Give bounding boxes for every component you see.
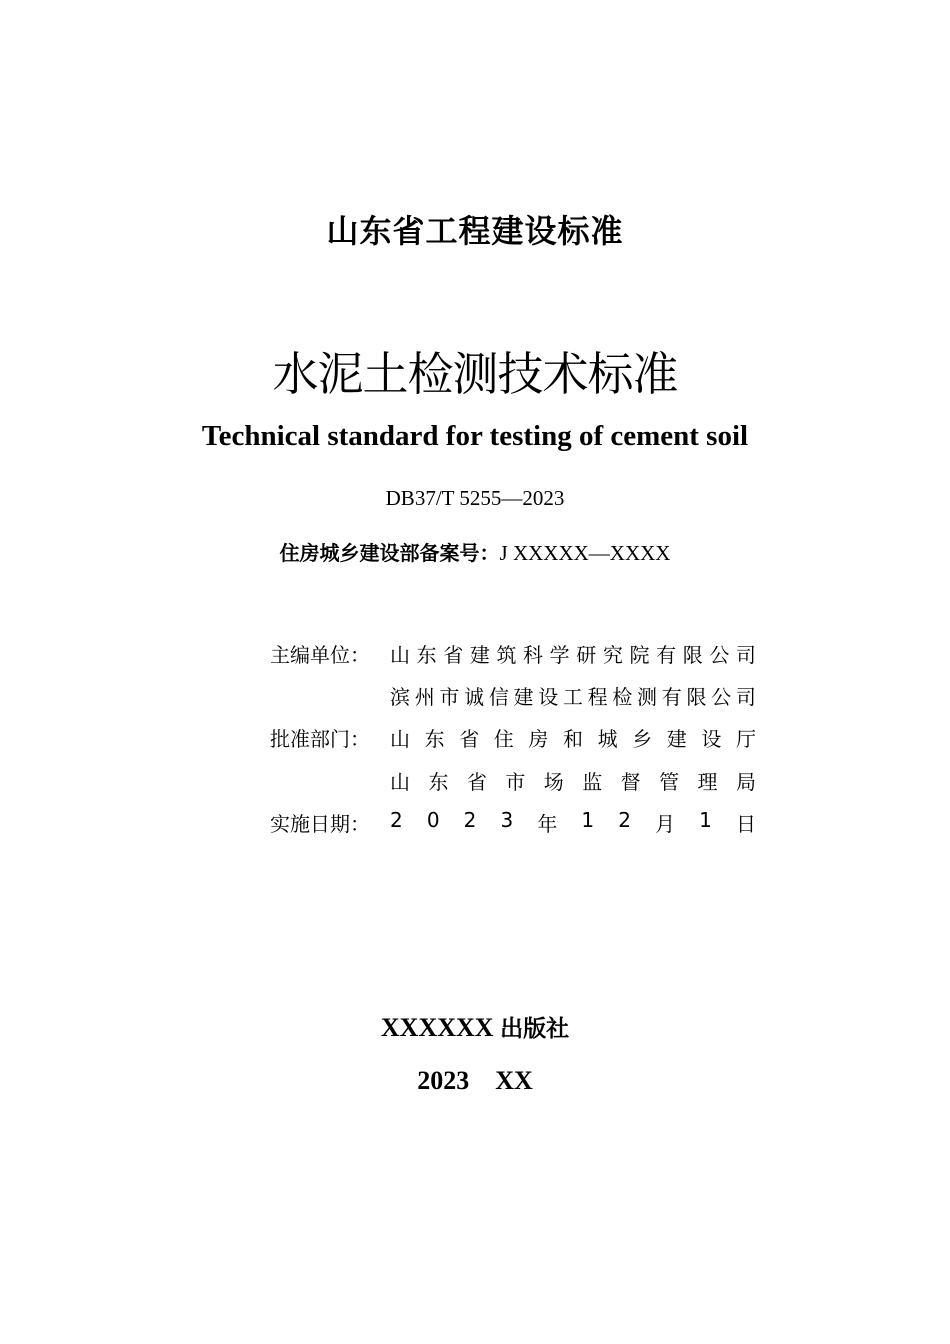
english-title: Technical standard for testing of cement soil <box>201 420 749 452</box>
char: 科 <box>523 643 544 667</box>
editor-unit-1 <box>390 639 756 668</box>
char: 公 <box>709 643 730 667</box>
char: 建 <box>469 643 490 667</box>
char: 城 <box>597 727 618 751</box>
char: 厅 <box>735 727 756 751</box>
char: 日 <box>735 812 756 836</box>
publication-date: 2023 XX <box>417 1066 533 1095</box>
char: 理 <box>697 770 718 794</box>
char: 1 <box>581 808 595 832</box>
filing-number: J XXXXX—XXXX <box>499 541 671 565</box>
char: 东 <box>416 643 437 667</box>
char: 诚 <box>464 685 485 709</box>
publisher-name-latin: XXXXXX <box>380 1013 501 1042</box>
char: 有 <box>661 685 682 709</box>
char: 月 <box>655 812 676 836</box>
char: 乡 <box>632 727 653 751</box>
approval-dept-1 <box>390 723 756 752</box>
standard-code: DB37/T 5255—2023 <box>385 486 565 510</box>
char: 和 <box>562 727 583 751</box>
char: 山 <box>390 770 410 794</box>
char: 检 <box>612 685 633 709</box>
char: 筑 <box>496 643 517 667</box>
approval-label: 批准部门： <box>270 727 370 751</box>
char: 工 <box>562 685 583 709</box>
char: 局 <box>735 770 756 794</box>
char: 信 <box>488 685 509 709</box>
char: 省 <box>443 643 464 667</box>
char: 2 <box>390 808 403 832</box>
char: 省 <box>459 727 480 751</box>
char: 东 <box>428 770 449 794</box>
char: 研 <box>576 643 597 667</box>
char: 住 <box>493 727 514 751</box>
implementation-date <box>390 808 756 837</box>
filing-line <box>0 537 950 566</box>
editor-label: 主编单位： <box>270 643 370 667</box>
char: 山 <box>390 727 410 751</box>
char: 2 <box>618 808 631 832</box>
char: 3 <box>500 808 514 832</box>
publisher-name-cjk: 出版社 <box>500 1016 570 1042</box>
char: 0 <box>426 808 440 832</box>
char: 设 <box>701 727 722 751</box>
char: 省 <box>466 770 487 794</box>
char: 州 <box>414 685 435 709</box>
date-label: 实施日期： <box>270 812 370 836</box>
publisher-name <box>0 1010 950 1043</box>
char: 设 <box>538 685 559 709</box>
char: 2 <box>463 808 477 832</box>
char: 院 <box>629 643 650 667</box>
char: 司 <box>735 685 756 709</box>
char: 东 <box>424 727 445 751</box>
char: 究 <box>602 643 623 667</box>
char: 年 <box>537 812 558 836</box>
char: 滨 <box>390 685 410 709</box>
char: 场 <box>543 770 564 794</box>
char: 山 <box>390 643 410 667</box>
char: 监 <box>582 770 603 794</box>
editor-unit-2 <box>390 681 756 710</box>
approval-dept-2 <box>390 766 756 795</box>
char: 限 <box>686 685 707 709</box>
char: 房 <box>528 727 549 751</box>
char: 建 <box>513 685 534 709</box>
char: 有 <box>656 643 677 667</box>
series-title: 山东省工程建设标准 <box>326 212 624 250</box>
char: 程 <box>587 685 608 709</box>
char: 公 <box>711 685 732 709</box>
char: 学 <box>549 643 570 667</box>
char: 市 <box>505 770 526 794</box>
char: 督 <box>620 770 641 794</box>
main-title: 水泥土检测技术标准 <box>272 347 678 401</box>
char: 限 <box>682 643 703 667</box>
char: 建 <box>666 727 687 751</box>
filing-label: 住房城乡建设部备案号： <box>279 541 500 565</box>
char: 1 <box>699 808 712 832</box>
char: 市 <box>439 685 460 709</box>
char: 测 <box>637 685 658 709</box>
char: 管 <box>659 770 680 794</box>
char: 司 <box>735 643 756 667</box>
